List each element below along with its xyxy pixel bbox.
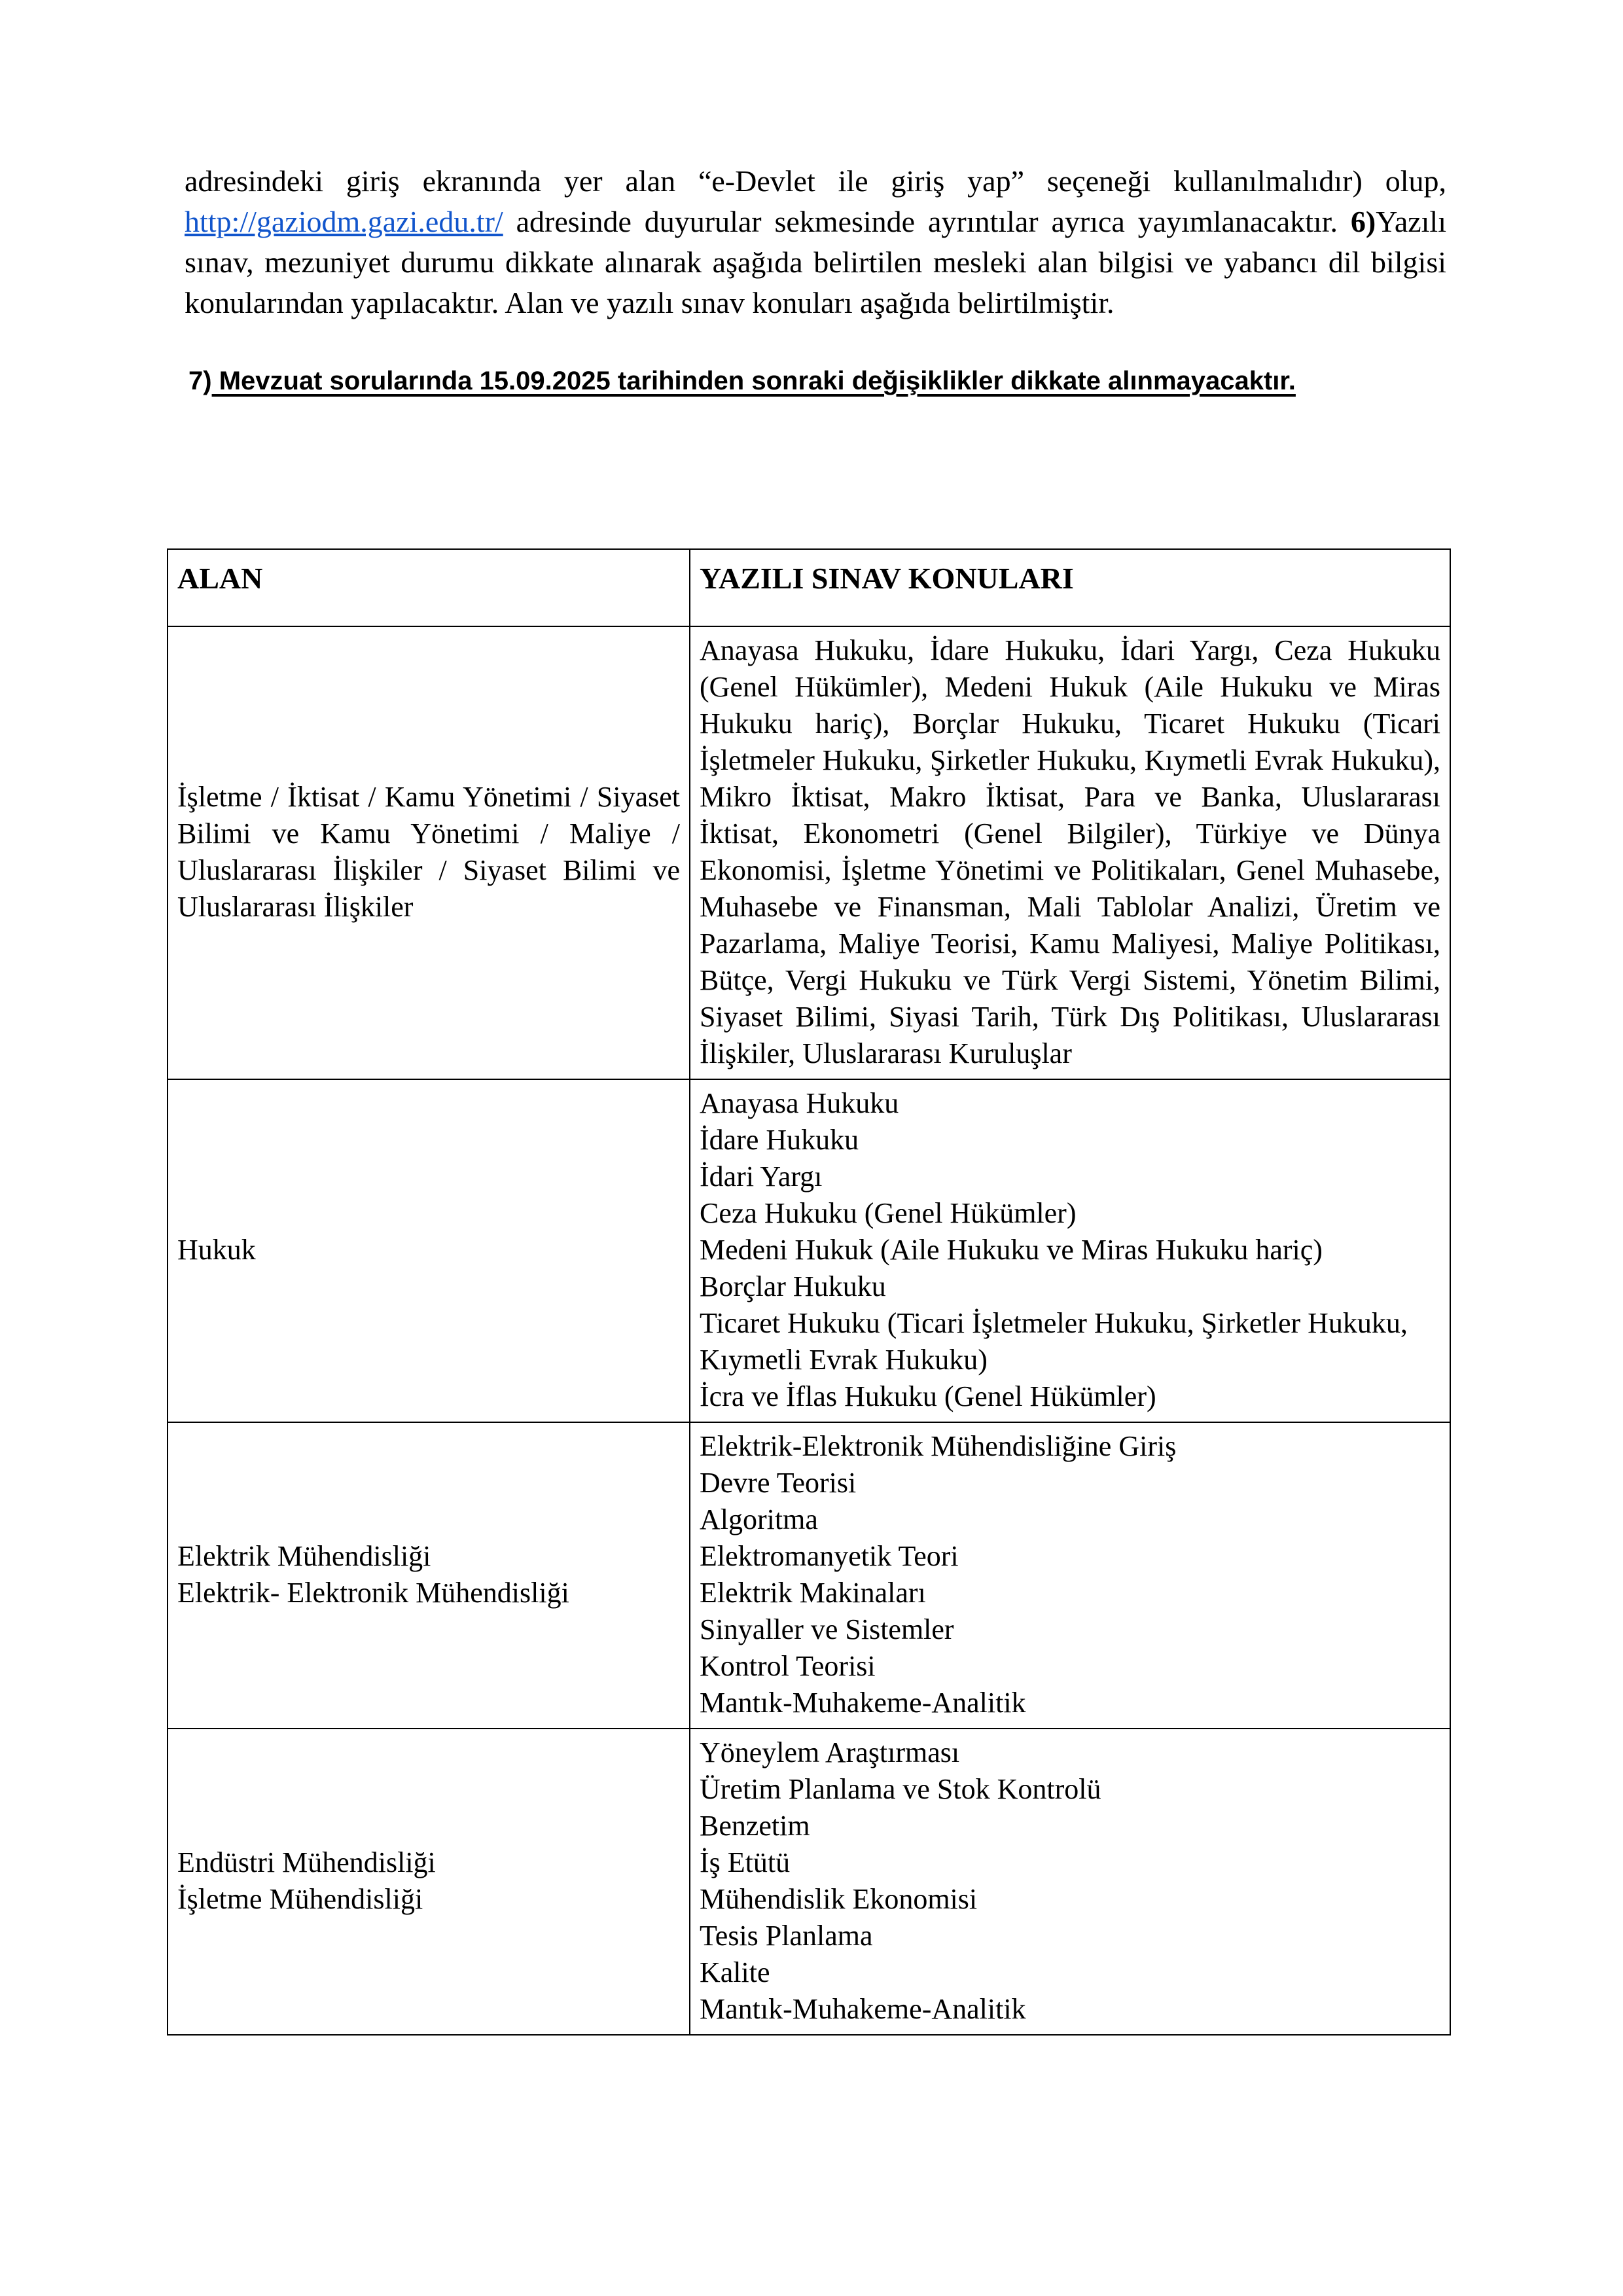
- cell-alan: İşletme / İktisat / Kamu Yönetimi / Siyaset Bilimi ve Kamu Yönetimi / Maliye / Uluslararası İlişkiler / Siyaset Bilimi ve Uluslararası İlişkiler: [168, 626, 690, 1079]
- konular-list-item: Kalite: [700, 1956, 770, 1988]
- konular-paragraph: Anayasa Hukuku, İdare Hukuku, İdari Yargı, Ceza Hukuku (Genel Hükümler), Medeni Hukuk (Aile Hukuku ve Miras Hukuku hariç), Borçlar Hukuku, Ticaret Hukuku (Ticari İşletmeler Hukuku, Şirketler Hukuku, Kıymetli Evrak Hukuku), Mikro İktisat, Makro İktisat, Para ve Banka, Uluslararası İktisat, Ekonometri (Genel Bilgiler), Türkiye ve Dünya Ekonomisi, İşletme Yönetimi ve Politikaları, Genel Muhasebe, Muhasebe ve Finansman, Mali Tablolar Analizi, Üretim ve Pazarlama, Maliye Teorisi, Kamu Maliyesi, Maliye Politikası, Bütçe, Vergi Hukuku ve Türk Vergi Sistemi, Yönetim Bilimi, Siyaset Bilimi, Siyasi Tarih, Türk Dış Politikası, Uluslararası İlişkiler, Uluslararası Kuruluşlar: [700, 634, 1440, 1069]
- konular-list-item: Ticaret Hukuku (Ticari İşletmeler Hukuku, Şirketler Hukuku, Kıymetli Evrak Hukuku): [700, 1307, 1408, 1376]
- konular-list-item: Elektrik-Elektronik Mühendisliğine Giriş: [700, 1430, 1177, 1462]
- konular-list-item: Devre Teorisi: [700, 1467, 857, 1499]
- alan-line-group: [177, 1538, 680, 1611]
- clause-7-note: [188, 364, 1296, 398]
- konular-list: [700, 1734, 1440, 2028]
- table-row: [168, 1422, 1450, 1729]
- clause-6-text: Yazılı sınav, mezuniyet durumu dikkate alınarak aşağıda belirtilen mesleki alan bilgisi ve yabancı dil bilgisi konularından yapılacaktır. Alan ve yazılı sınav konuları aşağıda belirtilmiştir.: [185, 205, 1446, 319]
- alan-line: Elektrik- Elektronik Mühendisliği: [177, 1577, 569, 1609]
- alan-line-group: [177, 1844, 680, 1918]
- clause-6-number: 6): [1350, 205, 1376, 238]
- cell-konular: [690, 1729, 1450, 2035]
- konular-list-item: Borçlar Hukuku: [700, 1270, 886, 1302]
- konular-list-item: Mantık-Muhakeme-Analitik: [700, 1687, 1026, 1719]
- intro-text-block: [185, 161, 1446, 323]
- cell-alan: [168, 1422, 690, 1729]
- alan-line: Elektrik Mühendisliği: [177, 1540, 431, 1572]
- konular-list-item: Algoritma: [700, 1503, 818, 1535]
- konular-list-item: Kontrol Teorisi: [700, 1650, 876, 1682]
- cell-alan: [168, 1729, 690, 2035]
- clause-7-number: 7): [188, 367, 212, 395]
- table-row: [168, 1079, 1450, 1422]
- konular-list-item: İdare Hukuku: [700, 1124, 859, 1156]
- intro-paragraph: [185, 161, 1446, 323]
- intro-line-1: adresindeki giriş ekranında yer alan “e-Devlet ile giriş yap” seçeneği kullanılmalıdır) olup,: [185, 164, 1446, 198]
- konular-list-item: Benzetim: [700, 1810, 810, 1842]
- clause-7-text: Mevzuat sorularında 15.09.2025 tarihinden sonraki değişiklikler dikkate alınmayacaktır.: [211, 367, 1296, 395]
- table-body: [168, 626, 1450, 2035]
- alan-line: Endüstri Mühendisliği: [177, 1846, 436, 1878]
- konular-list-item: Anayasa Hukuku: [700, 1087, 899, 1119]
- konular-list-item: Mantık-Muhakeme-Analitik: [700, 1993, 1026, 2025]
- konular-list-item: Medeni Hukuk (Aile Hukuku ve Miras Hukuku hariç): [700, 1234, 1323, 1266]
- table-row: [168, 626, 1450, 1079]
- column-header-alan: ALAN: [168, 549, 690, 626]
- cell-konular: [690, 1079, 1450, 1422]
- konular-list-item: İş Etütü: [700, 1846, 791, 1878]
- konular-list: [700, 1085, 1440, 1415]
- konular-list-item: Yöneylem Araştırması: [700, 1736, 960, 1768]
- table-header-row: [168, 549, 1450, 626]
- konular-list: [700, 1428, 1440, 1721]
- konular-list-item: Sinyaller ve Sistemler: [700, 1613, 954, 1645]
- konular-list-item: Elektromanyetik Teori: [700, 1540, 959, 1572]
- column-header-konular: YAZILI SINAV KONULARI: [690, 549, 1450, 626]
- cell-konular: [690, 1422, 1450, 1729]
- konular-list-item: Üretim Planlama ve Stok Kontrolü: [700, 1773, 1101, 1805]
- cell-konular: [690, 626, 1450, 1079]
- table-head: [168, 549, 1450, 626]
- konular-list-item: Ceza Hukuku (Genel Hükümler): [700, 1197, 1077, 1229]
- exam-subjects-table: [167, 548, 1451, 2036]
- konular-list-item: İdari Yargı: [700, 1160, 823, 1193]
- alan-line: İşletme Mühendisliği: [177, 1883, 423, 1915]
- konular-list-item: Tesis Planlama: [700, 1920, 873, 1952]
- cell-alan: Hukuk: [168, 1079, 690, 1422]
- konular-list-item: Mühendislik Ekonomisi: [700, 1883, 978, 1915]
- table-row: [168, 1729, 1450, 2035]
- gaziodm-link[interactable]: http://gaziodm.gazi.edu.tr/: [185, 205, 503, 238]
- konular-list-item: Elektrik Makinaları: [700, 1577, 926, 1609]
- intro-line-2: adresinde duyurular sekmesinde ayrıntılar ayrıca yayımlanacaktır.: [503, 205, 1338, 238]
- konular-list-item: İcra ve İflas Hukuku (Genel Hükümler): [700, 1380, 1156, 1412]
